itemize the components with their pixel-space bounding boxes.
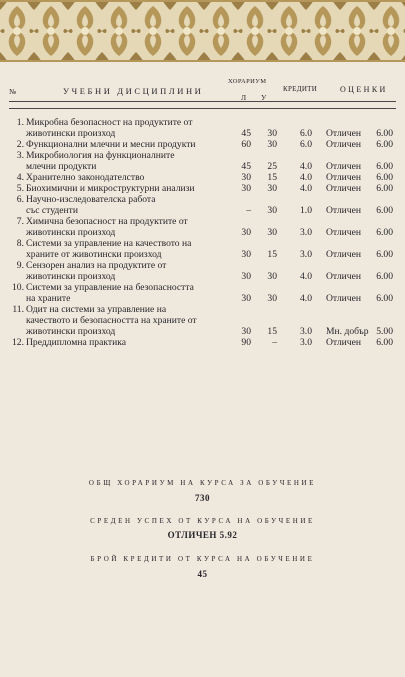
- average-grade-value: ОТЛИЧЕН 5.92: [167, 530, 238, 540]
- course-line: [0, 337, 405, 348]
- course-credits: 6.0: [300, 128, 312, 139]
- course-row: [0, 172, 405, 183]
- course-credits: 4.0: [300, 172, 312, 183]
- course-row: [0, 117, 405, 139]
- course-grade-number: 6.00: [376, 337, 393, 348]
- exercise-hours: 15: [267, 326, 277, 337]
- course-line: [0, 238, 405, 249]
- course-name: със студенти: [26, 205, 78, 216]
- course-name: на храните: [26, 293, 71, 304]
- course-credits: 3.0: [300, 249, 312, 260]
- header-top-rule: [9, 101, 396, 102]
- course-grade-number: 5.00: [376, 326, 393, 337]
- lecture-hours: 30: [241, 293, 251, 304]
- column-header-credits: КРЕДИТИ: [283, 85, 318, 93]
- course-grade: Отличен: [326, 139, 362, 150]
- course-line: [0, 150, 405, 161]
- course-line: [0, 117, 405, 128]
- course-credits: 4.0: [300, 271, 312, 282]
- course-grade: Отличен: [326, 271, 362, 282]
- course-line: [0, 139, 405, 150]
- lecture-hours: 90: [241, 337, 251, 348]
- course-credits: 3.0: [300, 326, 312, 337]
- course-row: [0, 282, 405, 304]
- course-grade: Отличен: [326, 337, 362, 348]
- exercise-hours: 25: [267, 161, 277, 172]
- course-grade-number: 6.00: [376, 205, 393, 216]
- course-grade: Отличен: [326, 161, 362, 172]
- course-row: [0, 150, 405, 172]
- total-hours-section: [0, 479, 405, 503]
- course-grade: Отличен: [326, 128, 362, 139]
- course-line: [0, 205, 405, 216]
- course-grade-number: 6.00: [376, 128, 393, 139]
- column-header-lectures: Л: [241, 93, 247, 102]
- course-number: 2.: [16, 139, 24, 150]
- course-number: 11.: [12, 304, 24, 315]
- course-number: 3.: [16, 150, 24, 161]
- course-grade-number: 6.00: [376, 139, 393, 150]
- course-name: млечни продукти: [26, 161, 97, 172]
- course-credits: 4.0: [300, 183, 312, 194]
- course-grade-number: 6.00: [376, 183, 393, 194]
- decorative-ornament-border: [0, 0, 405, 62]
- lecture-hours: 30: [241, 183, 251, 194]
- exercise-hours: 30: [267, 227, 277, 238]
- course-grade-number: 6.00: [376, 172, 393, 183]
- course-grade: Отличен: [326, 227, 362, 238]
- course-row: [0, 216, 405, 238]
- course-row: [0, 260, 405, 282]
- column-header-grades: ОЦЕНКИ: [340, 85, 388, 94]
- course-line: [0, 293, 405, 304]
- course-grade-number: 6.00: [376, 293, 393, 304]
- course-name: Сензорен анализ на продуктите от: [26, 260, 167, 271]
- course-number: 9.: [16, 260, 24, 271]
- course-grade-number: 6.00: [376, 249, 393, 260]
- course-name: качеството и безопасността на храните от: [26, 315, 197, 326]
- course-line: [0, 315, 405, 326]
- column-header-number: №: [9, 87, 17, 96]
- course-line: [0, 128, 405, 139]
- course-line: [0, 260, 405, 271]
- average-grade-section: [0, 517, 405, 540]
- course-credits: 4.0: [300, 293, 312, 304]
- total-credits-label: БРОЙ КРЕДИТИ ОТ КУРСА НА ОБУЧЕНИЕ: [90, 555, 315, 563]
- course-name: животински произход: [26, 227, 116, 238]
- course-credits: 6.0: [300, 139, 312, 150]
- course-line: [0, 304, 405, 315]
- course-name: животински произход: [26, 128, 116, 139]
- course-name: храните от животински произход: [26, 249, 162, 260]
- course-number: 6.: [16, 194, 24, 205]
- course-row: [0, 304, 405, 337]
- lecture-hours: 30: [241, 249, 251, 260]
- exercise-hours: 30: [267, 183, 277, 194]
- course-name: Системи за управление на качеството на: [26, 238, 192, 249]
- lecture-hours: 45: [241, 161, 251, 172]
- course-name: Микробна безопасност на продуктите от: [26, 117, 193, 128]
- course-list: [0, 117, 405, 348]
- course-row: [0, 183, 405, 194]
- course-line: [0, 249, 405, 260]
- lecture-hours: 45: [241, 128, 251, 139]
- course-grade-number: 6.00: [376, 271, 393, 282]
- column-header-subjects: УЧЕБНИ ДИСЦИПЛИНИ: [63, 86, 204, 96]
- course-name: Микробиология на функционалните: [26, 150, 175, 161]
- course-line: [0, 183, 405, 194]
- course-grade-number: 6.00: [376, 227, 393, 238]
- course-credits: 4.0: [300, 161, 312, 172]
- lecture-hours: 30: [241, 326, 251, 337]
- course-credits: 3.0: [300, 227, 312, 238]
- exercise-hours: 30: [267, 139, 277, 150]
- average-grade-label: СРЕДЕН УСПЕХ ОТ КУРСА НА ОБУЧЕНИЕ: [90, 517, 315, 525]
- lecture-hours: 30: [241, 271, 251, 282]
- course-name: Хранително законодателство: [26, 172, 145, 183]
- course-name: Функционални млечни и месни продукти: [26, 139, 196, 150]
- lecture-hours: 30: [241, 227, 251, 238]
- course-credits: 3.0: [300, 337, 312, 348]
- course-name: животински произход: [26, 271, 116, 282]
- course-number: 5.: [16, 183, 24, 194]
- course-line: [0, 326, 405, 337]
- course-name: Химична безопасност на продуктите от: [26, 216, 188, 227]
- course-line: [0, 216, 405, 227]
- course-grade: Отличен: [326, 183, 362, 194]
- course-name: животински произход: [26, 326, 116, 337]
- exercise-hours: 30: [267, 128, 277, 139]
- course-number: 1.: [16, 117, 24, 128]
- exercise-hours: 30: [267, 293, 277, 304]
- exercise-hours: 30: [267, 205, 277, 216]
- course-grade: Отличен: [326, 293, 362, 304]
- lecture-hours: 30: [241, 172, 251, 183]
- course-grade: Отличен: [326, 249, 362, 260]
- header-bottom-rule: [9, 108, 396, 109]
- course-credits: 1.0: [300, 205, 312, 216]
- lecture-hours: –: [246, 205, 251, 216]
- exercise-hours: 15: [267, 172, 277, 183]
- course-number: 8.: [16, 238, 24, 249]
- course-name: Системи за управление на безопасността: [26, 282, 194, 293]
- course-grade: Мн. добър: [326, 326, 369, 337]
- course-line: [0, 194, 405, 205]
- course-line: [0, 271, 405, 282]
- total-credits-value: 45: [197, 569, 208, 579]
- course-number: 12.: [12, 337, 24, 348]
- course-name: Биохимични и микроструктурни анализи: [26, 183, 195, 194]
- course-grade: Отличен: [326, 172, 362, 183]
- column-header-exercises: У: [261, 93, 267, 102]
- course-grade: Отличен: [326, 205, 362, 216]
- course-row: [0, 337, 405, 348]
- exercise-hours: 30: [267, 271, 277, 282]
- course-name: Научно-изследователска работа: [26, 194, 156, 205]
- course-name: Одит на системи за управление на: [26, 304, 167, 315]
- course-line: [0, 172, 405, 183]
- exercise-hours: –: [272, 337, 277, 348]
- total-hours-label: ОБЩ ХОРАРИУМ НА КУРСА ЗА ОБУЧЕНИЕ: [88, 479, 317, 487]
- course-row: [0, 194, 405, 216]
- course-line: [0, 282, 405, 293]
- lecture-hours: 60: [241, 139, 251, 150]
- course-name: Преддипломна практика: [26, 337, 126, 348]
- course-row: [0, 238, 405, 260]
- course-line: [0, 227, 405, 238]
- course-line: [0, 161, 405, 172]
- course-grade-number: 6.00: [376, 161, 393, 172]
- total-credits-section: [0, 555, 405, 579]
- course-number: 7.: [16, 216, 24, 227]
- course-row: [0, 139, 405, 150]
- exercise-hours: 15: [267, 249, 277, 260]
- column-header-hours: ХОРАРИУМ: [228, 78, 267, 85]
- course-number: 10.: [12, 282, 24, 293]
- course-number: 4.: [16, 172, 24, 183]
- total-hours-value: 730: [195, 493, 210, 503]
